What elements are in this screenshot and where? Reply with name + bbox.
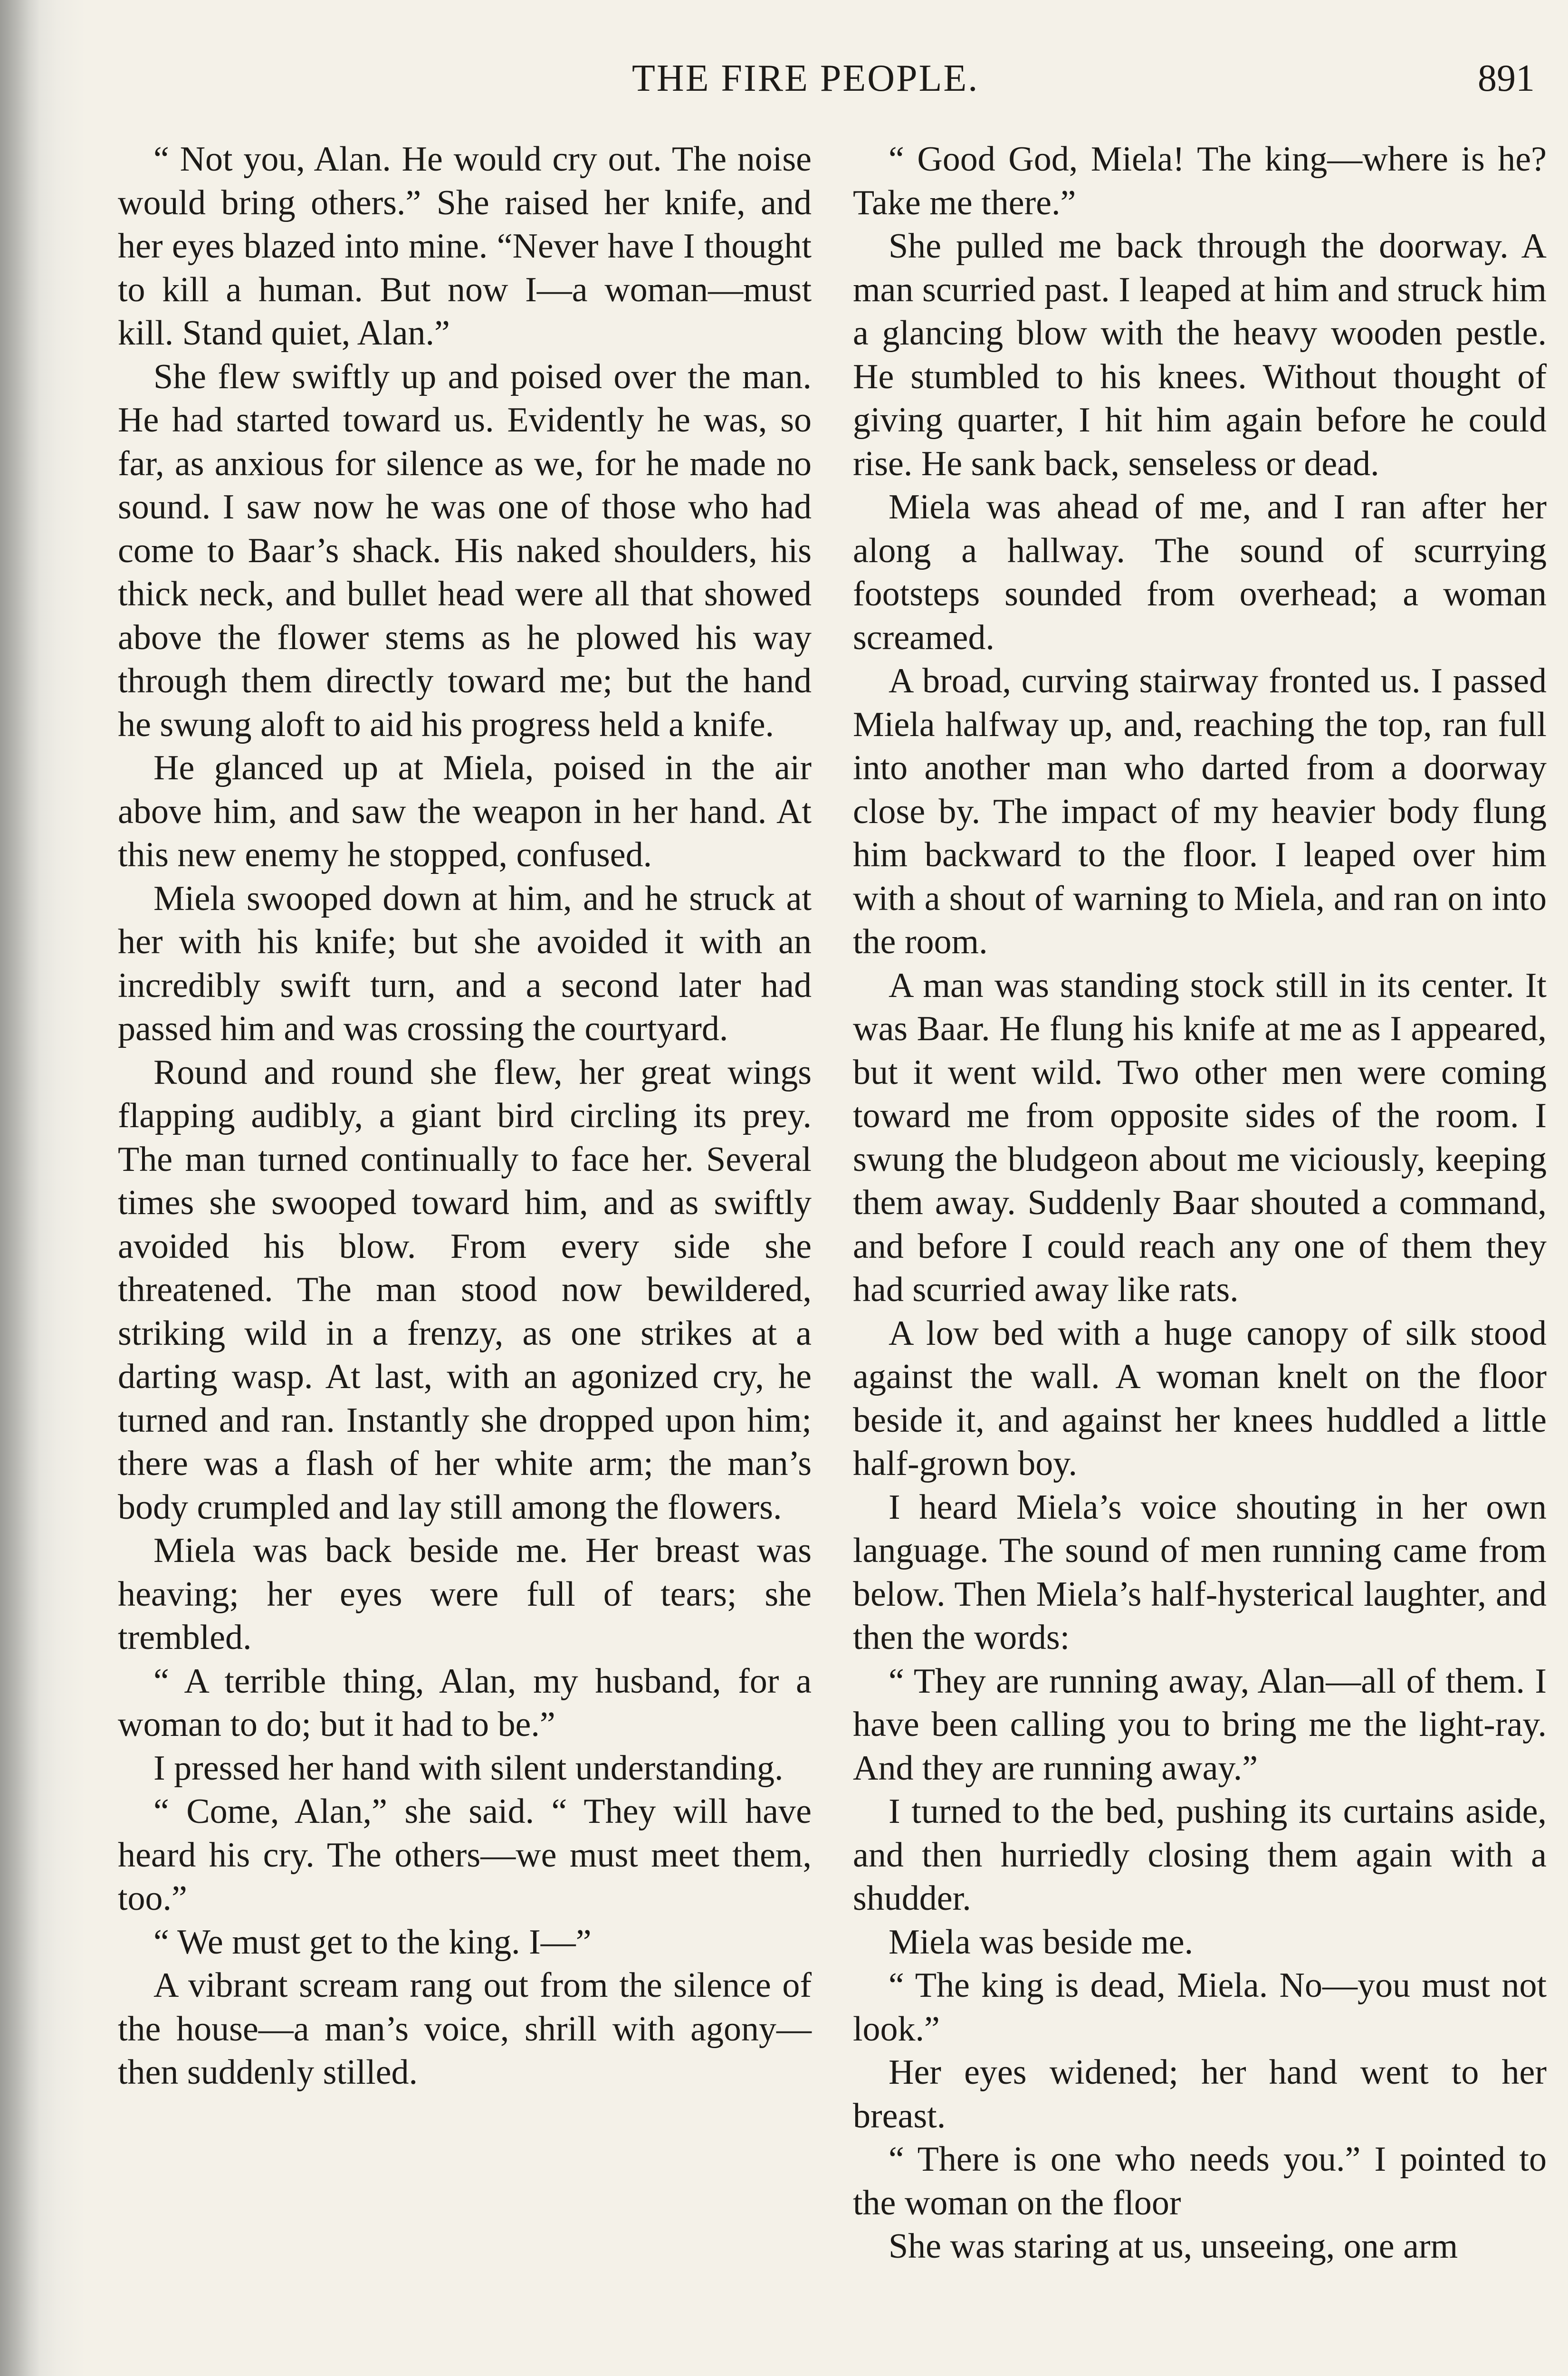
paragraph: Miela was back beside me. Her breast was heaving; her eyes were full of tears; she trembled. xyxy=(118,1531,812,1657)
paragraph: “ They are running away, Alan—all of them. I have been calling you to bring me the light-ray. And they are running away.” xyxy=(853,1661,1547,1788)
paragraph: Her eyes widened; her hand went to her breast. xyxy=(853,2053,1547,2136)
paragraph: “ We must get to the king. I—” xyxy=(153,1922,592,1962)
paragraph: “ Good God, Miela! The king—where is he? Take me there.” xyxy=(853,140,1547,222)
paragraph: A low bed with a huge canopy of silk stood against the wall. A woman knelt on the floor beside it, and against her knees huddled a little half-grown boy. xyxy=(853,1313,1547,1483)
paragraph: She was staring at us, unseeing, one arm xyxy=(889,2227,1458,2266)
running-title: THE FIRE PEOPLE. xyxy=(632,57,979,99)
spine-shadow xyxy=(0,0,57,2376)
paragraph: Miela swooped down at him, and he struck at her with his knife; but she avoided it with an incredibly swift turn, and a second later had passed him and was crossing the courtyard. xyxy=(118,879,812,1048)
paragraph: “ There is one who needs you.” I pointed to the woman on the floor xyxy=(853,2140,1547,2223)
paragraph: A vibrant scream rang out from the silence of the house—a man’s voice, shrill with agony—then suddenly stilled. xyxy=(118,1966,812,2092)
paragraph: I turned to the bed, pushing its curtains aside, and then hurriedly closing them again with a shudder. xyxy=(853,1792,1547,1918)
left-column xyxy=(118,138,812,2095)
paragraph: “ A terrible thing, Alan, my husband, for a woman to do; but it had to be.” xyxy=(118,1661,812,1744)
page-number: 891 xyxy=(1478,57,1535,99)
paragraph: “ Come, Alan,” she said. “ They will have heard his cry. The others—we must meet them, too.” xyxy=(118,1792,812,1918)
paragraph: He glanced up at Miela, poised in the air above him, and saw the weapon in her hand. At this new enemy he stopped, confused. xyxy=(118,748,812,874)
paragraph: Round and round she flew, her great wings flapping audibly, a giant bird circling its prey. The man turned continually to face her. Several times she swooped toward him, and as swiftly avoided his blow. From every side she threatened. The man stood now bewildered, striking wild in a frenzy, as one strikes at a darting wasp. At last, with an agonized cry, he turned and ran. Instantly she dropped upon him; there was a flash of her white arm; the man’s body crumpled and lay still among the flowers. xyxy=(118,1053,812,1527)
paragraph: A broad, curving stairway fronted us. I passed Miela halfway up, and, reaching the top, ran full into another man who darted from a doorway close by. The impact of my heavier body flung him backward to the floor. I leaped over him with a shout of warning to Miela, and ran on into the room. xyxy=(853,661,1547,961)
paragraph: A man was standing stock still in its center. It was Baar. He flung his knife at me as I appeared, but it went wild. Two other men were coming toward me from opposite sides of the room. I swung the bludgeon about me viciously, keeping them away. Suddenly Baar shouted a command, and before I could reach any one of them they had scurried away like rats. xyxy=(853,966,1547,1309)
paragraph: “ Not you, Alan. He would cry out. The noise would bring others.” She raised her knife, and her eyes blazed into mine. “Never have I thought to kill a human. But now I—a woman—must kill. Stand quiet, Alan.” xyxy=(118,140,812,353)
paragraph: I pressed her hand with silent understanding. xyxy=(153,1748,784,1788)
paragraph: She pulled me back through the doorway. A man scurried past. I leaped at him and struck him a glancing blow with the heavy wooden pestle. He stumbled to his knees. Without thought of giving quarter, I hit him again before he could rise. He sank back, senseless or dead. xyxy=(853,227,1547,483)
paragraph: Miela was beside me. xyxy=(889,1922,1194,1962)
paragraph: She flew swiftly up and poised over the man. He had started toward us. Evidently he was, so far, as anxious for silence as we, for he made no sound. I saw now he was one of those who had come to Baar’s shack. His naked shoulders, his thick neck, and bullet head were all that showed above the flower stems as he plowed his way through them directly toward me; but the hand he swung aloft to aid his progress held a knife. xyxy=(118,357,812,744)
paragraph: I heard Miela’s voice shouting in her own language. The sound of men running came from below. Then Miela’s half-hysterical laughter, and then the words: xyxy=(853,1487,1547,1657)
page-header xyxy=(119,57,1535,109)
paragraph: Miela was ahead of me, and I ran after her along a hallway. The sound of scurrying footsteps sounded from overhead; a woman screamed. xyxy=(853,488,1547,657)
right-column xyxy=(853,138,1547,2269)
paragraph: “ The king is dead, Miela. No—you must not look.” xyxy=(853,1966,1547,2049)
